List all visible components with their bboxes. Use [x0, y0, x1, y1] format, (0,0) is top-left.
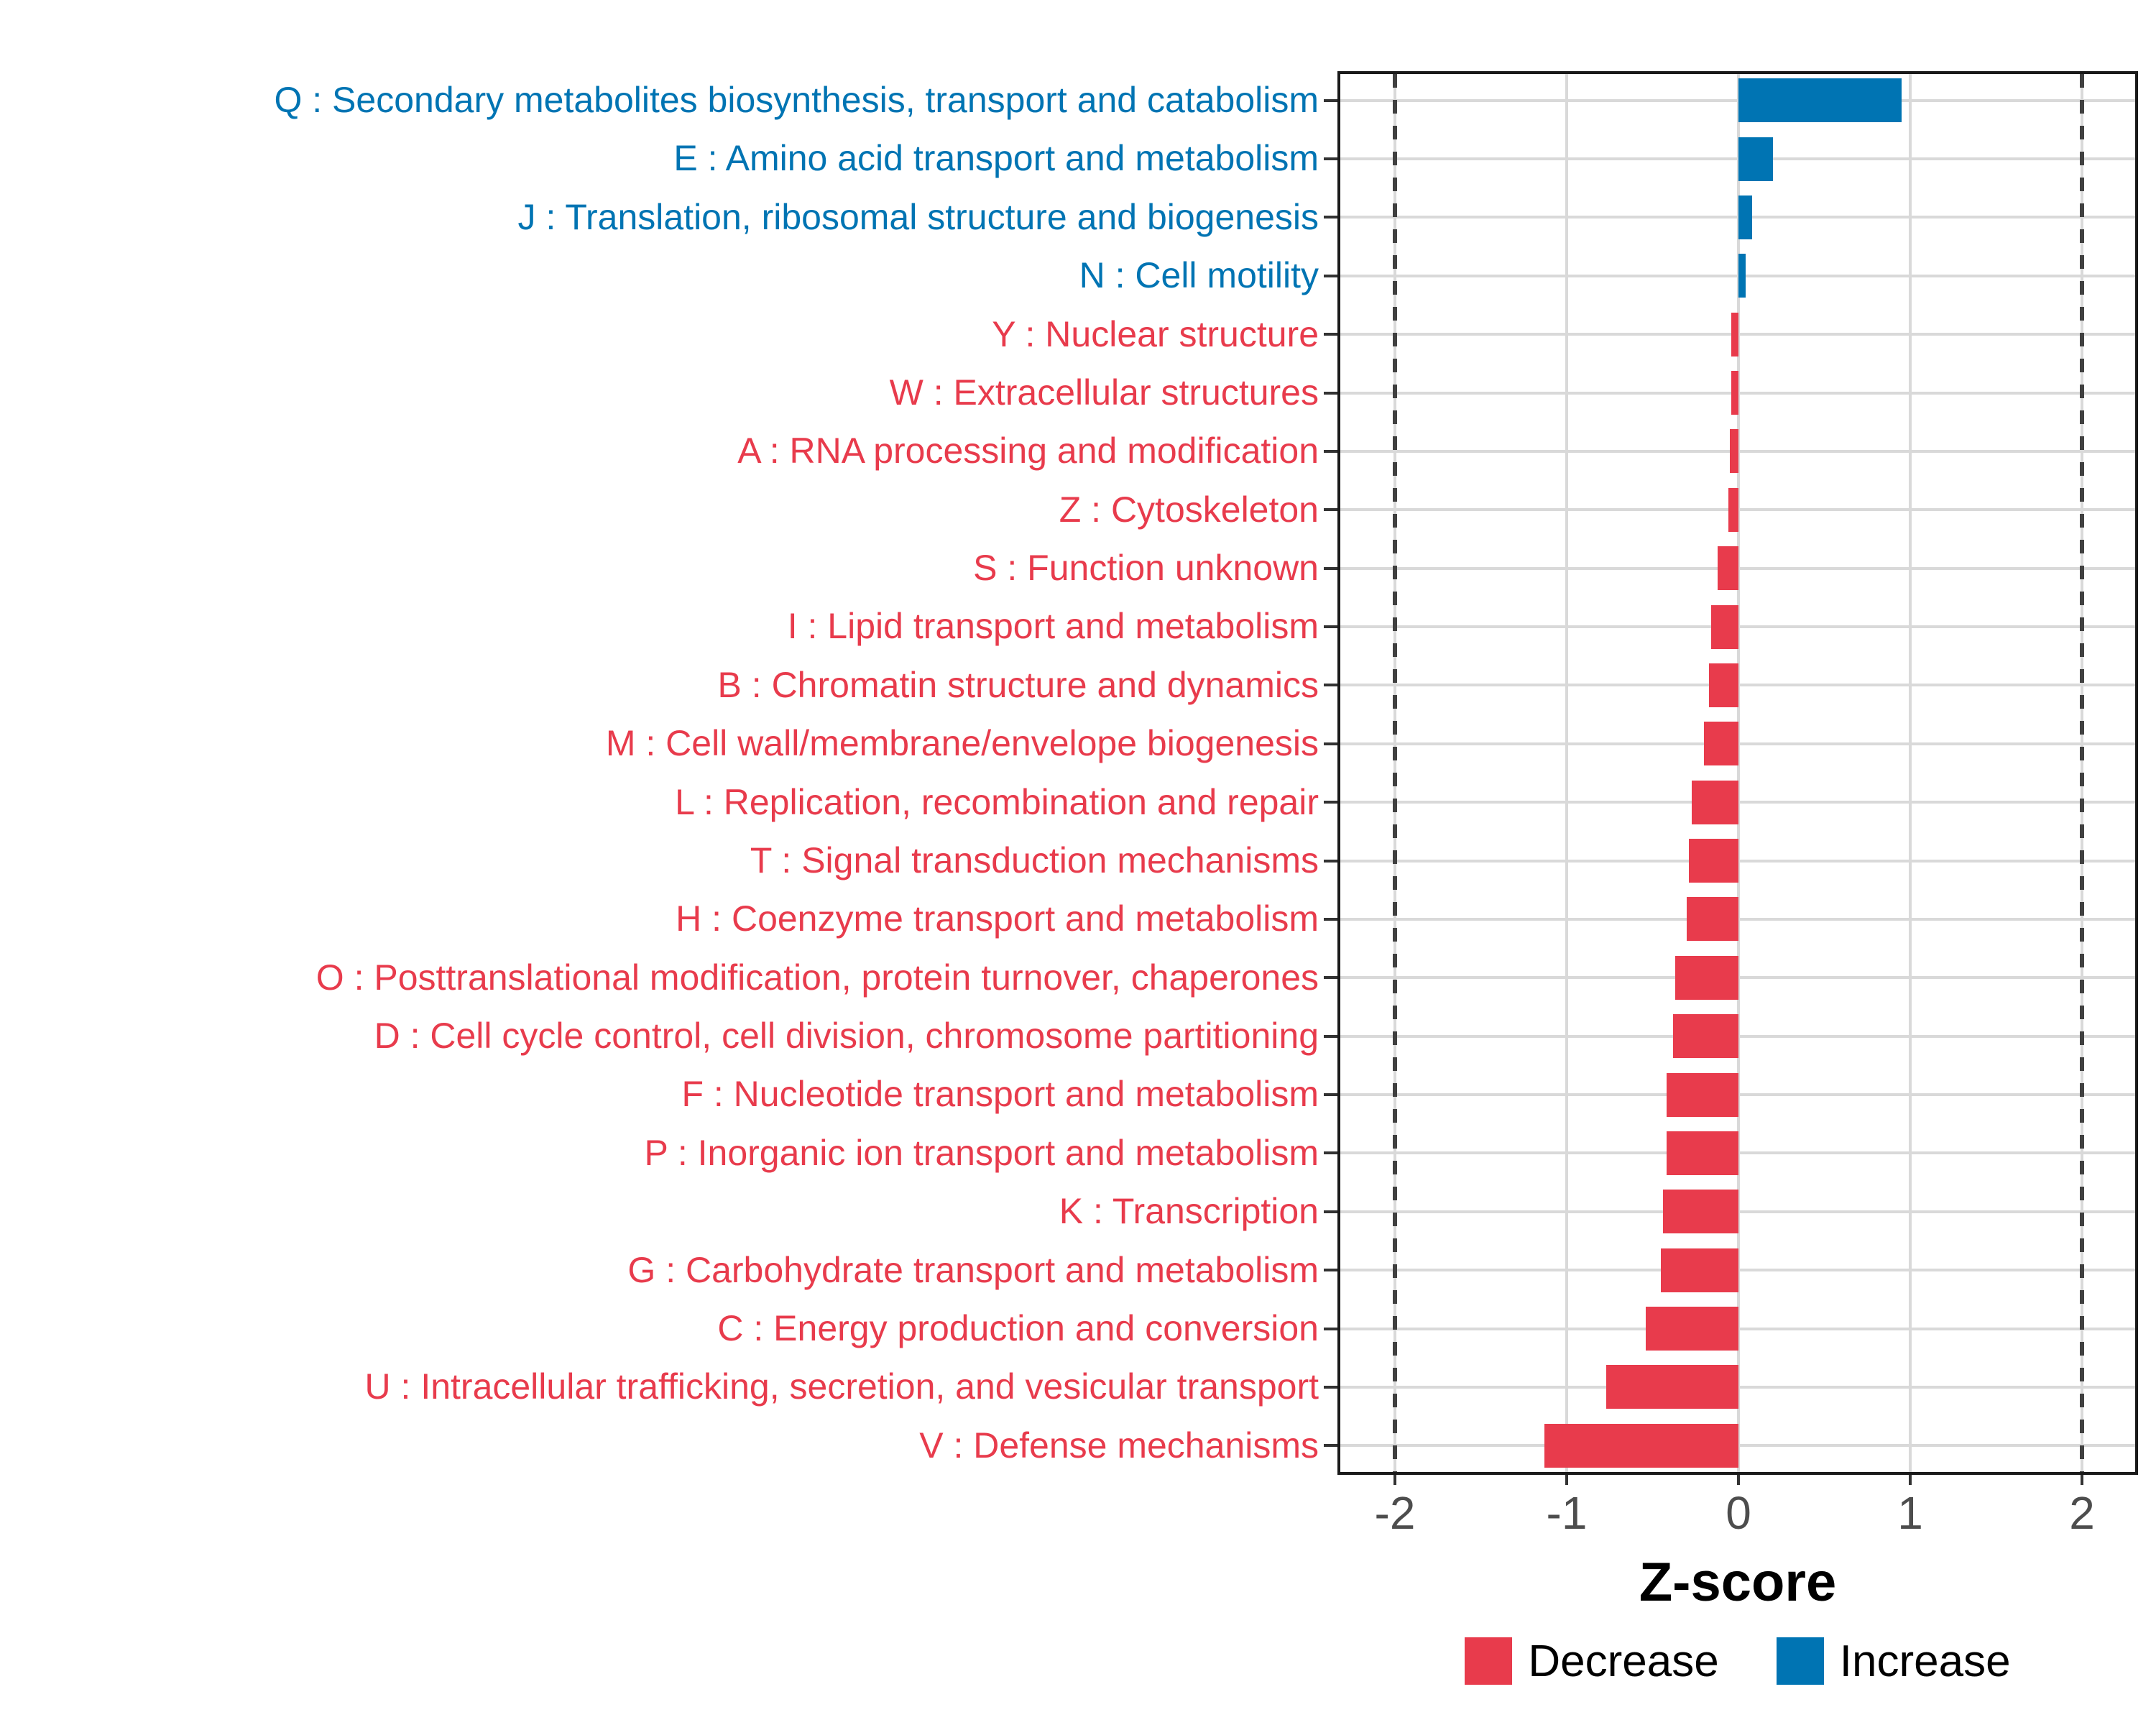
category-label-I: I : Lipid transport and metabolism	[787, 606, 1319, 647]
bar-N	[1738, 254, 1746, 298]
category-label-J: J : Translation, ribosomal structure and biogenesis	[517, 196, 1319, 237]
category-label-Q: Q : Secondary metabolites biosynthesis, transport and catabolism	[274, 80, 1319, 120]
y-tick-V	[1324, 1444, 1337, 1447]
bar-T	[1689, 839, 1738, 883]
category-label-C: C : Energy production and conversion	[717, 1307, 1319, 1348]
x-gridline-1	[1909, 74, 1912, 1472]
bar-A	[1730, 429, 1738, 473]
category-label-N: N : Cell motility	[1079, 255, 1319, 296]
category-label-W: W : Extracellular structures	[889, 372, 1319, 413]
bar-G	[1661, 1248, 1738, 1292]
bar-O	[1675, 956, 1738, 1000]
y-tick-L	[1324, 801, 1337, 804]
category-label-F: F : Nucleotide transport and metabolism	[681, 1074, 1319, 1115]
bar-S	[1718, 546, 1738, 590]
x-tick-label-1: 1	[1897, 1487, 1923, 1539]
y-tick-O	[1324, 976, 1337, 979]
y-gridline-N	[1340, 275, 2135, 277]
y-tick-M	[1324, 742, 1337, 745]
legend-key-decrease-swatch	[1465, 1637, 1512, 1685]
category-label-H: H : Coenzyme transport and metabolism	[676, 898, 1319, 939]
y-tick-F	[1324, 1093, 1337, 1096]
category-label-Z: Z : Cytoskeleton	[1059, 489, 1319, 530]
y-tick-Q	[1324, 99, 1337, 102]
y-tick-I	[1324, 625, 1337, 628]
bar-W	[1731, 371, 1738, 415]
category-label-L: L : Replication, recombination and repair	[675, 781, 1319, 822]
y-tick-K	[1324, 1210, 1337, 1213]
y-tick-Z	[1324, 508, 1337, 511]
x-tick--2	[1393, 1475, 1396, 1485]
legend	[1337, 1629, 2138, 1693]
y-tick-S	[1324, 567, 1337, 570]
bar-B	[1709, 663, 1738, 707]
category-label-M: M : Cell wall/membrane/envelope biogenesis	[605, 723, 1319, 764]
bar-H	[1687, 897, 1738, 941]
bar-F	[1667, 1073, 1738, 1117]
y-tick-J	[1324, 216, 1337, 218]
category-label-G: G : Carbohydrate transport and metabolism	[627, 1249, 1319, 1290]
x-tick-label-2: 2	[2069, 1487, 2095, 1539]
y-tick-C	[1324, 1328, 1337, 1330]
bar-Z	[1728, 488, 1738, 532]
category-label-U: U : Intracellular trafficking, secretion, and vesicular transport	[364, 1366, 1319, 1407]
category-label-E: E : Amino acid transport and metabolism	[673, 138, 1319, 179]
y-tick-T	[1324, 860, 1337, 862]
bar-V	[1544, 1424, 1738, 1468]
x-axis-title: Z-score	[1639, 1552, 1837, 1613]
legend-label-decrease: Decrease	[1528, 1636, 1719, 1686]
bar-Q	[1738, 78, 1902, 122]
y-tick-Y	[1324, 333, 1337, 336]
x-tick-label--2: -2	[1374, 1487, 1416, 1539]
category-label-B: B : Chromatin structure and dynamics	[717, 664, 1319, 705]
x-tick-1	[1909, 1475, 1912, 1485]
y-tick-E	[1324, 157, 1337, 160]
y-tick-N	[1324, 275, 1337, 277]
category-label-P: P : Inorganic ion transport and metabolism	[644, 1132, 1319, 1173]
category-label-S: S : Function unknown	[973, 548, 1319, 588]
x-tick-0	[1737, 1475, 1740, 1485]
bar-U	[1606, 1365, 1738, 1409]
x-tick-label-0: 0	[1726, 1487, 1751, 1539]
bar-J	[1738, 196, 1752, 239]
bar-I	[1711, 605, 1738, 649]
y-tick-A	[1324, 450, 1337, 453]
legend-key-increase-swatch	[1777, 1637, 1824, 1685]
y-tick-U	[1324, 1386, 1337, 1389]
x-tick--1	[1565, 1475, 1568, 1485]
y-gridline-Q	[1340, 99, 2135, 102]
reference-line-2	[2080, 74, 2084, 1472]
bar-D	[1673, 1014, 1738, 1058]
bar-E	[1738, 137, 1773, 181]
category-label-D: D : Cell cycle control, cell division, chromosome partitioning	[374, 1016, 1319, 1056]
y-tick-D	[1324, 1035, 1337, 1038]
x-tick-label--1: -1	[1546, 1487, 1588, 1539]
y-tick-G	[1324, 1269, 1337, 1271]
bar-K	[1663, 1190, 1738, 1233]
y-tick-H	[1324, 918, 1337, 921]
y-gridline-E	[1340, 157, 2135, 160]
category-label-Y: Y : Nuclear structure	[992, 313, 1319, 354]
category-label-A: A : RNA processing and modification	[737, 431, 1319, 472]
y-tick-W	[1324, 392, 1337, 395]
x-tick-2	[2081, 1475, 2083, 1485]
y-gridline-J	[1340, 216, 2135, 218]
y-tick-P	[1324, 1151, 1337, 1154]
bar-Y	[1731, 313, 1738, 356]
plot-panel	[1337, 71, 2138, 1475]
category-label-O: O : Posttranslational modification, protein turnover, chaperones	[315, 957, 1319, 998]
category-label-V: V : Defense mechanisms	[919, 1425, 1319, 1466]
bar-L	[1692, 781, 1738, 824]
legend-label-increase: Increase	[1839, 1636, 2011, 1686]
category-label-K: K : Transcription	[1059, 1191, 1319, 1232]
y-tick-B	[1324, 684, 1337, 686]
x-gridline--1	[1565, 74, 1568, 1472]
bar-C	[1646, 1307, 1738, 1351]
bar-P	[1667, 1131, 1738, 1175]
reference-line--2	[1393, 74, 1397, 1472]
bar-M	[1704, 722, 1738, 765]
category-label-T: T : Signal transduction mechanisms	[750, 840, 1319, 880]
